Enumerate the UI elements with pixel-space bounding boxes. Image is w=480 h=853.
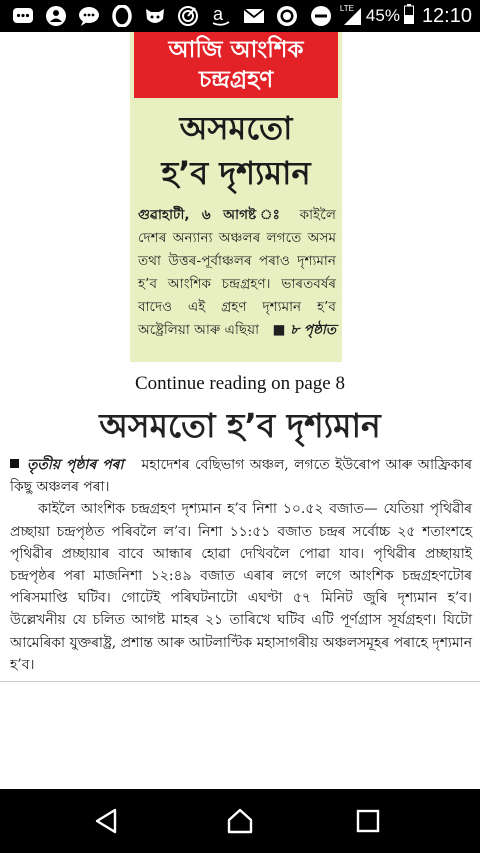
signal-icon [340, 6, 362, 26]
news-clipping-image [130, 32, 342, 362]
continue-reading-link[interactable]: Continue reading on page 8 [134, 373, 345, 394]
clipping-headline [136, 106, 336, 196]
clipping-body [138, 204, 336, 342]
bullet-square-icon [10, 459, 19, 468]
back-icon [93, 808, 119, 834]
recents-icon [356, 809, 380, 833]
messenger-icon [12, 5, 34, 27]
clipping-headline-line2: হ’ব দৃশ্যমান [161, 154, 311, 192]
back-button[interactable] [86, 803, 126, 839]
clipping-banner-line1: আজি আংশিক [168, 37, 304, 63]
clipping-body-text: কাইলৈ দেশৰ অন্যান্য অঞ্চলৰ লগতে অসম তথা উত্তৰ-পূৰ্বাঞ্চলৰ পৰাও দৃশ্যমান হ’ব আংশিক চন্দ্ৰগ্ৰহণ। ভাৰতবৰ্ষৰ বাদেও এই গ্ৰহণ দৃশ্যমান হ’ব অষ্ট্ৰেলিয়া আৰু এছিয়া [138, 207, 336, 338]
divider [0, 681, 480, 682]
profile-icon [45, 5, 67, 27]
recents-button[interactable] [348, 803, 388, 839]
home-icon [226, 807, 254, 835]
notification-icons [12, 4, 309, 28]
article-body [10, 454, 472, 676]
clipping-page-ref: ■ ৮ পৃষ্ঠাত [272, 322, 336, 338]
battery-icon [404, 4, 414, 28]
network-type: LTE [339, 4, 354, 13]
radar-icon [177, 5, 199, 27]
mail-icon [243, 5, 265, 27]
clipping-banner-line2: চন্দ্ৰগ্ৰহণ [198, 67, 274, 93]
article-paragraph-2 [10, 498, 472, 676]
opera-icon [111, 5, 133, 27]
navigation-bar [0, 789, 480, 853]
amazon-icon [210, 5, 232, 27]
article-paragraph-2-text: কাইলৈ আংশিক চন্দ্ৰগ্ৰহণ দৃশ্যমান হ’ব নিশা ১০.৫২ বজাত— যেতিয়া পৃথিৱীৰ প্ৰচ্ছায়া চন্দ্ৰপৃষ্ঠত পৰিবলৈ ল’ব। নিশা ১১:৫১ বজাত চন্দ্ৰৰ সৰ্বোচ্চ ২৫ শতাংশহে পৃথিৱীৰ প্ৰচ্ছায়াৰ বাবে আন্ধাৰ হোৱা দেখিবলৈ পোৱা যাব। পৃথিৱীৰ প্ৰচ্ছায়াই চন্দ্ৰপৃষ্ঠৰ পৰা মাজনিশা ১২:৪৯ বজাত এৰাৰ লগে লগে আংশিক চন্দ্ৰগ্ৰহণটোৰ পৰিসমাপ্তি ঘটিব। গোটেই পৰিঘটনাটো এঘণ্টা ৫৭ মিনিট জুৰি দৃশ্যমান হ’ব। উল্লেখনীয় যে চলিত আগষ্ট মাহৰ ২১ তাৰিখে ঘটিব এটি পূৰ্ণগ্ৰাস সূৰ্যগ্ৰহণ। যিটো আমেৰিকা যুক্তৰাষ্ট্ৰ, প্ৰশান্ত আৰু আটলাণ্টিক মহাসাগৰীয় অঞ্চলসমূহৰ পৰাহে দৃশ্যমান হ’ব। [10, 501, 472, 673]
clock: 12:10 [421, 4, 472, 27]
do-not-disturb-icon [310, 5, 332, 27]
battery-percent: 45% [365, 6, 400, 25]
system-tray [310, 0, 472, 32]
article-lead-label: তৃতীয় পৃষ্ঠাৰ পৰা [27, 457, 124, 473]
clipping-dateline: গুৱাহাটী, ৬ আগষ্ট ঃ [138, 207, 288, 223]
recording-icon [276, 5, 298, 27]
status-bar [0, 0, 480, 32]
home-button[interactable] [220, 803, 260, 839]
article-paragraph-1 [10, 454, 472, 498]
svg-text:a: a [213, 5, 224, 24]
raccoon-app-icon [144, 5, 166, 27]
clipping-banner [134, 32, 338, 98]
clipping-headline-line1: অসমতো [179, 109, 293, 147]
chat-bubble-icon [78, 5, 100, 27]
article-paragraph-1-text: মহাদেশৰ বেছিভাগ অঞ্চল, লগতে ইউৰোপ আৰু আফ্ৰিকাৰ কিছু অঞ্চলৰ পৰা। [10, 457, 473, 496]
article-title: অসমতো হ’ব দৃশ্যমান [99, 406, 381, 445]
